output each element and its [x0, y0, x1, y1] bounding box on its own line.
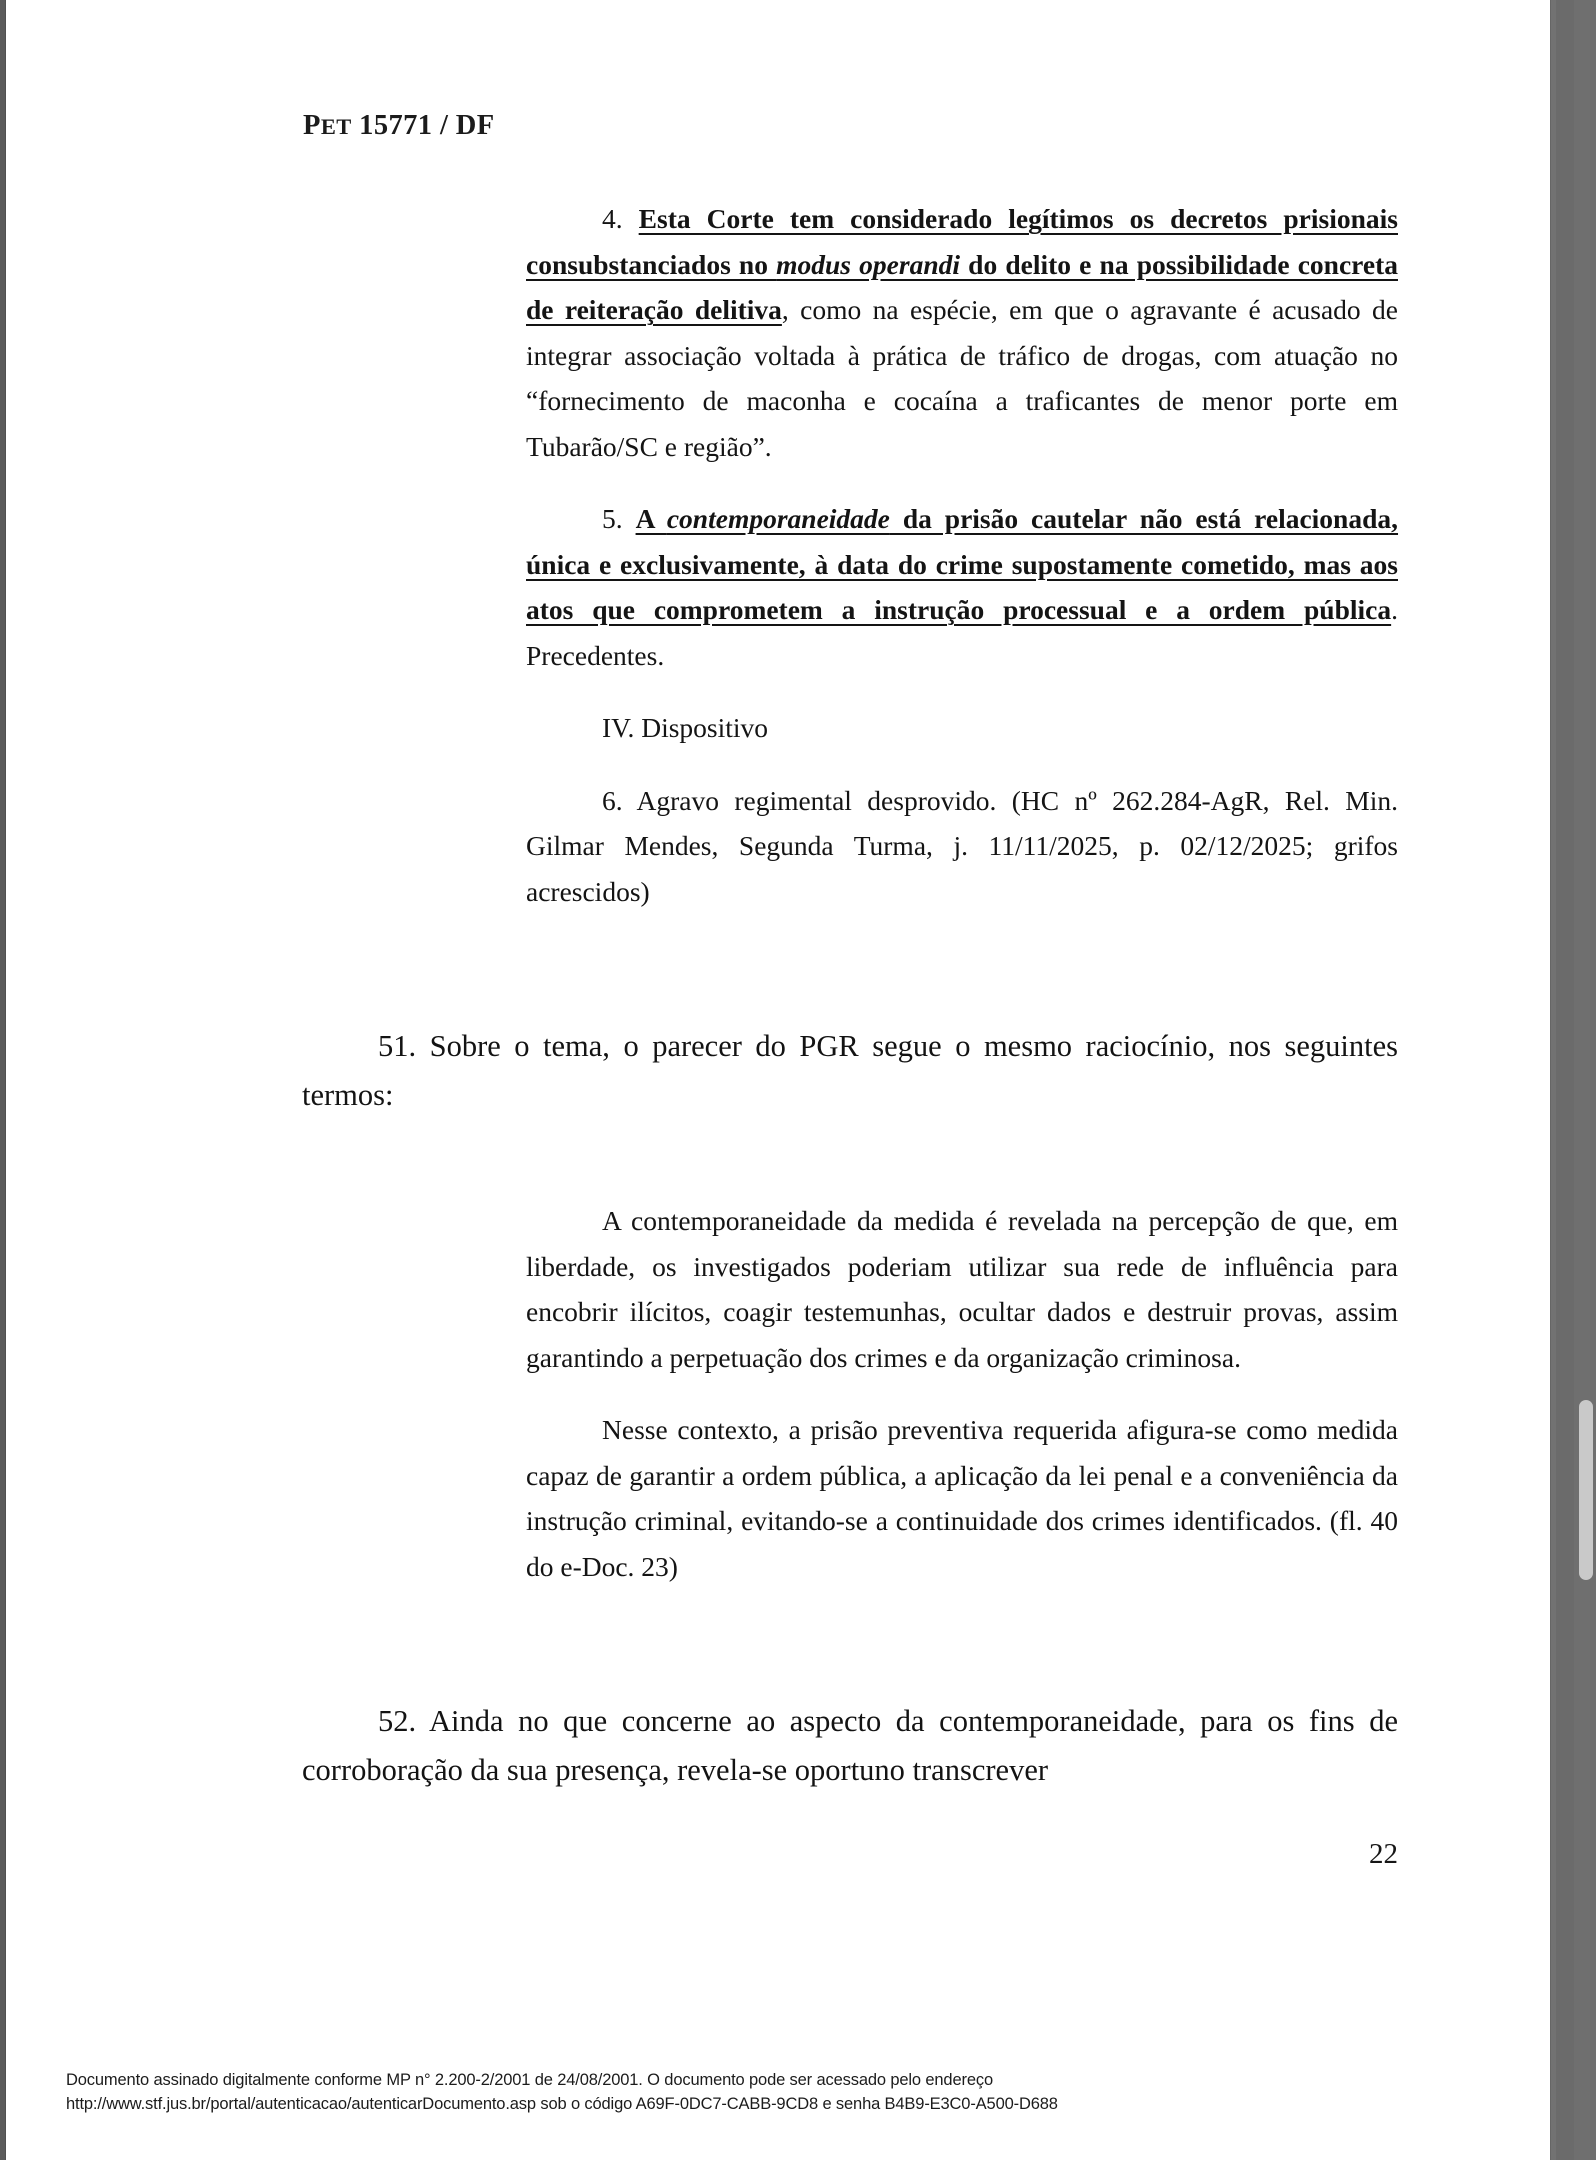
para-number-6: 6. — [602, 784, 623, 816]
footer-line-1: Documento assinado digitalmente conforme MP n° 2.200-2/2001 de 24/08/2001. O documento pode ser acessado pelo endereço — [66, 2071, 993, 2089]
digital-signature-footer — [66, 2068, 1486, 2116]
body-paragraph-51: 51. Sobre o tema, o parecer do PGR segue o mesmo raciocínio, nos seguintes termos: — [302, 1029, 1398, 1112]
body-column — [302, 196, 1398, 1795]
running-head-initial: P — [303, 110, 321, 141]
para-number-5: 5. — [602, 503, 623, 534]
emphasis-italic-contemporaneidade: contemporaneidade — [666, 503, 890, 534]
emphasis-text-c: A — [635, 503, 667, 534]
running-head-smallcaps: ET — [320, 114, 352, 139]
pgr-paragraph-1: A contemporaneidade da medida é revelada na percepção de que, em liberdade, os investigados poderiam utilizar sua rede de influência para encobrir ilícitos, coagir testemunhas, ocultar dados e destruir provas, assim garantindo a perpetuação dos crimes e da organização criminosa. — [526, 1205, 1398, 1373]
quote-block-pgr — [526, 1198, 1398, 1589]
emphasis-italic-modus-operandi: modus operandi — [776, 248, 960, 280]
page-number: 22 — [1369, 1838, 1398, 1870]
body-paragraph-52: 52. Ainda no que concerne ao aspecto da contemporaneidade, para os fins de corroboração da sua presença, revela-se oportuno transcrever — [302, 1704, 1398, 1787]
para6-text: Agravo regimental desprovido. (HC nº 262.284-AgR, Rel. Min. Gilmar Mendes, Segunda Turma, j. 11/11/2025, p. 02/12/2025; grifos acrescidos) — [526, 784, 1398, 907]
quote-block-ementa — [526, 196, 1398, 914]
quote-section-heading: IV. Dispositivo — [602, 712, 769, 743]
pgr-paragraph-2: Nesse contexto, a prisão preventiva requerida afigura-se como medida capaz de garantir a ordem pública, a aplicação da lei penal e a conveniência da instrução criminal, evitando-se a continuidade dos crimes identificados. (fl. 40 do e-Doc. 23) — [526, 1414, 1398, 1582]
footer-line-2: http://www.stf.jus.br/portal/autenticacao/autenticarDocumento.asp sob o código A69F-0DC7-CABB-9CD8 e senha B4B9-E3C0-A500-D688 — [66, 2095, 1058, 2113]
emphasis-text-b: do delito e na possibilidade concreta de reiteração delitiva — [526, 248, 1398, 325]
para-number-4: 4. — [602, 203, 623, 234]
quote-paragraph-4 — [526, 196, 1398, 469]
scrollbar-thumb[interactable] — [1579, 1400, 1593, 1580]
para5-remainder: . Precedentes. — [526, 594, 1398, 671]
running-head — [303, 110, 495, 142]
vertical-scrollbar[interactable] — [1574, 0, 1596, 2160]
spacer-after-quote-one — [302, 914, 1398, 1022]
quote-paragraph-6 — [526, 778, 1398, 915]
running-head-rest: 15771 / DF — [351, 110, 495, 141]
emphasis-text-a: Esta Corte tem considerado legítimos os decretos prisionais consubstanciados no — [526, 203, 1398, 280]
spacer-after-quote-two — [302, 1589, 1398, 1697]
emphasis-text-d: da prisão cautelar não está relacionada, única e exclusivamente, à data do crime supostamente cometido, mas aos atos que comprometem a instrução processual e a ordem pública — [526, 503, 1399, 625]
document-page — [6, 0, 1550, 2160]
emphasis-underlined-bold-c — [526, 503, 1398, 625]
spacer-before-quote-two — [302, 1120, 1398, 1198]
page-content — [6, 0, 1550, 2160]
para4-remainder: , como na espécie, em que o agravante é acusado de integrar associação voltada à prática de tráfico de drogas, com atuação no “fornecimento de maconha e cocaína a traficantes de menor porte em Tubarão/SC e região”. — [526, 294, 1398, 462]
quote-paragraph-5 — [526, 496, 1398, 678]
